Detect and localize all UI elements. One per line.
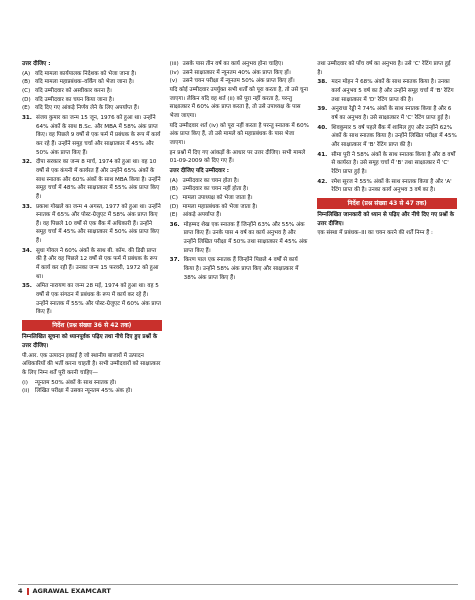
option-item [170, 194, 310, 203]
option-item [22, 87, 162, 96]
question-32: 32. दीपा सरकार का जन्म 8 मार्च, 1974 को हुआ था। वह 10 वर्षों से एक कंपनी में कार्यरत हैं और उन्होंने 65% अंकों के साथ स्नातक और 60% अंकों के साथ MBA किया है। उन्होंने समूह चर्चा में 48% और साक्षात्कार में 55% अंक प्राप्त किए हैं। [22, 159, 161, 200]
question-37: 37. किरण पाल एक स्नातक हैं जिन्होंने पिछले 4 वर्षों से कार्य किया है। उन्होंने 58% अंक प्राप्त किए और साक्षात्कार में 38% अंक प्राप्त किए हैं। [169, 257, 299, 281]
options-list-3 [170, 177, 310, 220]
answer-heading-2: उत्तर दीजिए यदि उम्मीदवार : [169, 167, 230, 174]
option-key: (i) [22, 379, 28, 386]
column-3 [317, 60, 457, 396]
option-text: यदि मामला कार्यपालक निदेशक को भेजा जाना है। [35, 70, 137, 77]
option-text: उसके पास तीन वर्ष का कार्य अनुभव होना चाहिए। [182, 61, 284, 67]
question-36: 36. मोहम्मद शेख एक स्नातक हैं जिन्होंने 63% और 55% अंक प्राप्त किए हैं। उनके पास 4 वर्ष का कार्य अनुभव है और उन्होंने लिखित परीक्षा में 50% तथा साक्षात्कार में 45% अंक प्राप्त किए हैं। [169, 221, 308, 254]
option-text: उसने चयन परीक्षा में न्यूनतम 50% अंक प्राप्त किए हों। [182, 78, 295, 85]
option-key: (E) [169, 212, 178, 219]
option-item [22, 96, 162, 105]
option-text: मामला उपाध्यक्ष को भेजा जाता है। [182, 194, 253, 201]
option-text: यदि उम्मीदवार का चयन किया जाना है। [35, 96, 115, 103]
option-text: न्यूनतम 50% अंकों के साथ स्नातक हो। [35, 379, 117, 386]
directions-body: पी.आर. एक उत्पादन इकाई है जो स्थानीय बाजारों में उत्पादन अधिकारियों की भर्ती करना चाहती है। सभी उम्मीदवारों को साक्षात्कार के लिए निम्न शर्तें पूरी करनी चाहिए— [22, 352, 161, 376]
question-39: 39. अनुराधा रेड्डी ने 74% अंकों के साथ स्नातक किया है और 6 वर्ष का अनुभव है। उसे साक्षात्कार में 'C' रेटिंग प्राप्त हुई है। [317, 106, 452, 121]
option-text: यदि दिए गए आंकड़े निर्णय लेने के लिए अपर्याप्त हैं। [35, 105, 139, 112]
question-40: 40. शिवकुमार 5 वर्ष पहले बैंक में शामिल हुए और उन्होंने 62% अंकों के साथ स्नातक किया है। उन्होंने लिखित परीक्षा में 45% और साक्षात्कार में 'B' रेटिंग प्राप्त की है। [317, 124, 457, 148]
directions-box-36-42: निर्देश (प्रश्न संख्या 36 से 42 तक) [22, 320, 162, 331]
paragraph-1: यदि कोई उम्मीदवार उपर्युक्त सभी शर्तों को पूरा करता है, तो उसे चुना जाएगा। लेकिन यदि वह शर्त (ii) को पूरा नहीं करता है, परन्तु साक्षात्कार में 60% अंक प्राप्त करता है, तो उसे उपाध्यक्ष के पास भेजा जाएगा। [169, 86, 309, 119]
footer-divider [27, 588, 29, 595]
columns [22, 60, 457, 396]
option-item [170, 77, 310, 86]
option-item [22, 379, 162, 388]
brand-name: AGRAWAL EXAMCART [32, 587, 111, 595]
directions-body-2: एक संस्था में प्रबंधक–III का चयन करने की शर्तें निम्न हैं : [317, 230, 433, 237]
option-item [170, 177, 310, 186]
option-item [22, 387, 162, 396]
option-item [170, 60, 310, 69]
options-list-2 [22, 379, 162, 396]
directions-instruction: निम्नलिखित सूचना को ध्यानपूर्वक पढ़िए तथा नीचे दिए हुए प्रश्नों के उत्तर दीजिए। [22, 334, 158, 349]
option-item [22, 104, 162, 113]
option-key: (E) [22, 105, 30, 112]
column-2 [170, 60, 310, 396]
option-key: (B) [169, 186, 178, 193]
option-text: उम्मीदवार का चयन होता है। [182, 177, 239, 184]
paragraph-3: इन प्रश्नों में दिए गए आंकड़ों के आधार पर उत्तर दीजिए। सभी मामले 01-09-2009 को दिए गए हैं। [169, 149, 306, 165]
option-key: (v) [169, 78, 178, 85]
option-key: (D) [22, 96, 31, 103]
continued-text: तथा उम्मीदवार को पाँच वर्ष का अनुभव है। उसे 'C' रेटिंग प्राप्त हुई है। [317, 61, 451, 76]
option-key: (A) [169, 177, 178, 184]
option-item [170, 69, 310, 78]
option-key: (C) [169, 194, 178, 201]
question-41: 41. सीमा पुरी ने 58% अंकों के साथ स्नातक किया है और 8 वर्षों से कार्यरत है। उसे समूह चर्चा में 'B' तथा साक्षात्कार में 'C' रेटिंग प्राप्त हुई है। [317, 151, 456, 175]
condition-list [170, 60, 310, 86]
option-text: उसने साक्षात्कार में न्यूनतम 40% अंक प्राप्त किए हों। [182, 69, 291, 76]
options-list-1 [22, 70, 162, 113]
option-item [22, 78, 162, 87]
option-item [22, 70, 162, 79]
option-key: (B) [22, 79, 31, 86]
option-key: (iv) [169, 69, 179, 76]
option-text: यदि मामला महाप्रबंधक–वर्किंग को भेजा जाना है। [35, 79, 134, 86]
question-31: 31. संजय कुमार का जन्म 15 जून, 1976 को हुआ था। उन्होंने 64% अंकों के साथ B.Sc. और MBA में 58% अंक प्राप्त किए। वह पिछले 9 वर्षों से एक फर्म में प्रबंधक के रूप में कार्य कर रहे हैं। उन्होंने समूह चर्चा और साक्षात्कार में 45% और 50% अंक प्राप्त किए हैं। [22, 114, 161, 156]
question-33: 33. प्रकाश गोखले का जन्म 4 अगस्त, 1977 को हुआ था। उन्होंने स्नातक में 65% और पोस्ट-ग्रेजुएट में 58% अंक प्राप्त किए हैं। वह पिछले 10 वर्षों से एक बैंक में अधिकारी हैं। उन्होंने समूह चर्चा में 45% और साक्षात्कार में 50% अंक प्राप्त किए हैं। [22, 203, 161, 245]
option-key: (C) [22, 87, 31, 94]
option-key: (ii) [22, 388, 30, 395]
answer-heading: उत्तर दीजिए : [22, 61, 51, 67]
directions-instruction-2: निम्नलिखित जानकारी को ध्यान से पढ़िए और नीचे दिए गए प्रश्नों के उत्तर दीजिए। [317, 212, 454, 227]
option-item [170, 203, 310, 212]
option-key: (D) [169, 203, 179, 210]
question-34: 34. सुधा गोयल ने 60% अंकों के साथ बी. कॉम. की डिग्री प्राप्त की है और वह पिछले 12 वर्षों से एक फर्म में प्रबंधक के रूप में कार्य कर रही हैं। उनका जन्म 15 फरवरी, 1972 को हुआ था। [22, 247, 159, 280]
page-number: 4 [18, 587, 23, 595]
question-35: 35. अमित नारायण का जन्म 28 मई, 1974 को हुआ था। वह 5 वर्षों से एक संगठन में प्रबंधक के रूप में कार्य कर रहे हैं। उन्होंने स्नातक में 55% और पोस्ट-ग्रेजुएट में 60% अंक प्राप्त किए हैं। [22, 283, 161, 316]
option-item [170, 185, 310, 194]
column-1 [22, 60, 162, 396]
option-text: उम्मीदवार का चयन नहीं होता है। [182, 186, 249, 193]
page-footer [18, 584, 458, 595]
directions-box-43-47: निर्देश (प्रश्न संख्या 43 से 47 तक) [317, 198, 457, 209]
option-key: (iii) [169, 61, 179, 67]
question-38: 38. मदन मोहन ने 68% अंकों के साथ स्नातक किया है। उनका कार्य अनुभव 5 वर्ष का है और उन्होंने समूह चर्चा में 'B' रेटिंग तथा साक्षात्कार में 'D' रेटिंग प्राप्त की है। [317, 79, 454, 103]
option-text: मामला महाप्रबंधक को भेजा जाता है। [182, 203, 258, 210]
option-text: यदि उम्मीदवार को अस्वीकार करना है। [35, 87, 112, 94]
option-text: आंकड़े अपर्याप्त हैं। [182, 212, 222, 219]
option-key: (A) [22, 70, 31, 77]
question-42: 42. रमेश सूरज ने 55% अंकों के साथ स्नातक किया है और 'A' रेटिंग प्राप्त की है। उनका कार्य अनुभव 3 वर्ष का है। [317, 178, 452, 194]
option-item [170, 211, 310, 220]
option-text: लिखित परीक्षा में उसका न्यूनतम 45% अंक हो। [35, 388, 133, 395]
paragraph-2: यदि उम्मीदवार शर्त (iv) को पूरा नहीं करता है परन्तु स्नातक में 60% अंक प्राप्त किए हैं, तो उसे मामले को महाप्रबंधक के पास भेजा जाएगा। [169, 122, 309, 146]
